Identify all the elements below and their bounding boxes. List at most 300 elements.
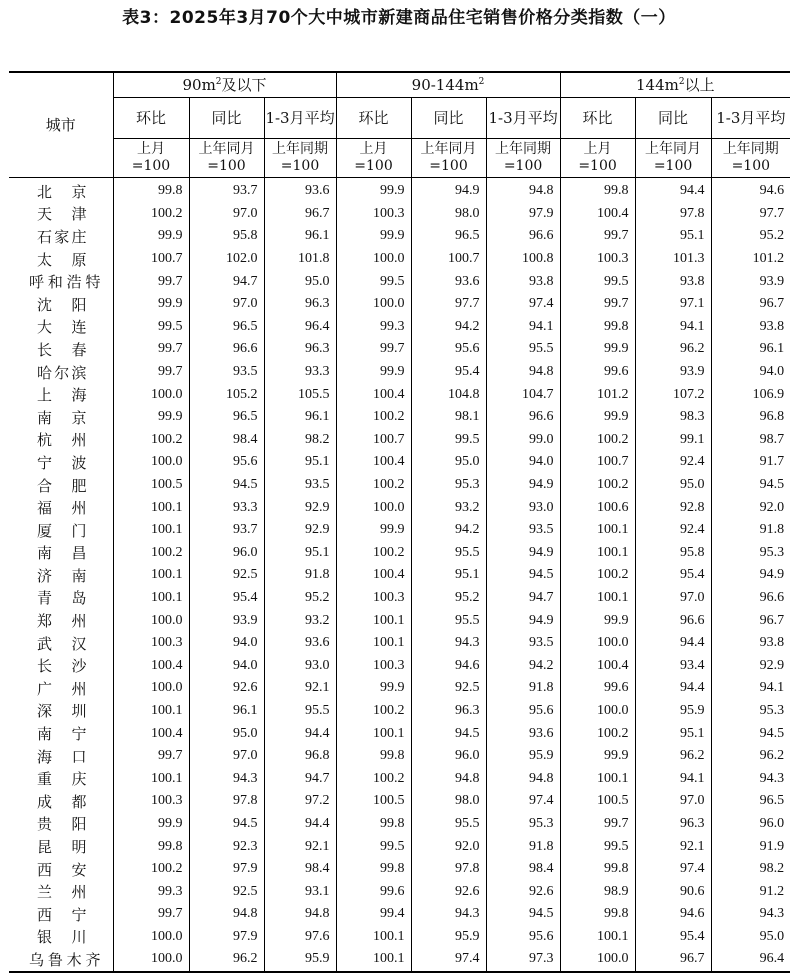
index-value-cell: 99.9	[336, 225, 411, 248]
index-value-cell: 96.6	[759, 589, 785, 605]
index-value-cell: 99.7	[560, 225, 635, 248]
index-value-cell: 97.0	[189, 293, 264, 316]
index-value-cell: 100.1	[560, 926, 635, 949]
index-value-cell: 91.9	[759, 838, 785, 854]
table-row	[9, 383, 790, 406]
base-line: 上年同月	[645, 141, 702, 157]
index-value-cell: 95.0	[759, 928, 785, 944]
kind-mom-header: 环比	[560, 98, 635, 139]
index-value-cell: 92.3	[189, 835, 264, 858]
base-line: 上年同期	[495, 141, 552, 157]
base-yoy-header	[635, 139, 711, 178]
index-value-cell: 99.7	[336, 338, 411, 361]
index-value-cell: 94.3	[411, 632, 486, 655]
table-row	[9, 338, 790, 361]
table-row	[9, 790, 790, 813]
city-name-cell: 福州	[9, 496, 113, 519]
index-value-cell: 97.9	[486, 203, 560, 226]
index-value-cell: 100.1	[560, 519, 635, 542]
city-name-cell: 深圳	[9, 700, 113, 723]
table-row	[9, 880, 790, 903]
index-value-cell: 100.2	[560, 722, 635, 745]
index-value-cell: 100.2	[336, 700, 411, 723]
group-header-large	[560, 72, 790, 98]
index-value-cell: 101.8	[264, 248, 336, 271]
index-value-cell: 94.9	[759, 567, 785, 583]
index-value-cell: 100.0	[560, 948, 635, 972]
index-value-cell: 99.9	[560, 338, 635, 361]
index-value-cell: 99.8	[560, 858, 635, 881]
base-line: 上年同期	[272, 141, 329, 157]
index-value-cell: 99.5	[336, 270, 411, 293]
index-value-cell: 96.8	[759, 409, 785, 425]
index-value-cell: 96.6	[486, 225, 560, 248]
base-yoy-header	[411, 139, 486, 178]
index-value-cell: 97.3	[486, 948, 560, 972]
index-value-cell: 94.8	[411, 767, 486, 790]
index-value-cell: 97.8	[189, 790, 264, 813]
index-value-cell: 100.7	[336, 429, 411, 452]
index-value-cell: 97.0	[189, 203, 264, 226]
index-value-cell: 99.5	[411, 429, 486, 452]
index-value-cell: 95.4	[635, 926, 711, 949]
index-value-cell: 99.8	[560, 316, 635, 339]
table-row	[9, 429, 790, 452]
index-value-cell: 95.2	[264, 587, 336, 610]
index-value-cell: 100.1	[336, 632, 411, 655]
index-value-cell: 99.9	[560, 406, 635, 429]
table-row	[9, 270, 790, 293]
index-value-cell: 93.6	[411, 270, 486, 293]
index-value-cell: 95.1	[264, 451, 336, 474]
table-row	[9, 361, 790, 384]
table-row	[9, 178, 790, 203]
city-column-header: 城市	[9, 72, 113, 178]
index-value-cell: 98.9	[560, 880, 635, 903]
table-row	[9, 542, 790, 565]
index-value-cell: 96.1	[759, 341, 785, 357]
index-value-cell: 100.6	[560, 496, 635, 519]
index-value-cell: 99.4	[336, 903, 411, 926]
index-value-cell: 98.2	[264, 429, 336, 452]
table-row	[9, 316, 790, 339]
index-value-cell: 93.8	[486, 270, 560, 293]
index-value-cell: 99.8	[336, 813, 411, 836]
base-line: 上月	[137, 141, 165, 157]
index-value-cell: 91.8	[486, 835, 560, 858]
index-value-cell: 96.0	[411, 745, 486, 768]
index-value-cell: 94.8	[486, 361, 560, 384]
index-value-cell: 93.9	[635, 361, 711, 384]
index-value-cell: 99.9	[336, 178, 411, 203]
index-value-cell: 98.7	[759, 431, 785, 447]
index-value-cell: 94.2	[411, 519, 486, 542]
index-value-cell: 94.2	[411, 316, 486, 339]
table-body	[9, 178, 790, 972]
index-value-cell: 95.5	[486, 338, 560, 361]
index-value-cell: 96.2	[635, 745, 711, 768]
index-value-cell: 95.1	[635, 225, 711, 248]
index-value-cell: 92.1	[635, 835, 711, 858]
index-value-cell: 99.5	[336, 835, 411, 858]
index-value-cell: 97.0	[189, 745, 264, 768]
index-value-cell: 99.6	[560, 677, 635, 700]
city-name-cell: 济南	[9, 564, 113, 587]
index-value-cell: 99.7	[113, 361, 189, 384]
index-value-cell: 94.2	[486, 654, 560, 677]
index-value-cell: 94.5	[759, 725, 785, 741]
index-value-cell: 100.0	[113, 948, 189, 972]
index-value-cell: 92.9	[264, 496, 336, 519]
kind-yoy-header: 同比	[411, 98, 486, 139]
index-value-cell: 100.1	[113, 564, 189, 587]
base-line: =100	[207, 158, 246, 174]
index-value-cell: 94.9	[486, 609, 560, 632]
index-value-cell: 95.2	[759, 228, 785, 244]
index-value-cell: 95.0	[635, 474, 711, 497]
city-name-cell: 郑州	[9, 609, 113, 632]
group-large-rest: 以上	[684, 76, 715, 94]
index-value-cell: 92.0	[759, 499, 785, 515]
index-value-cell: 104.8	[411, 383, 486, 406]
city-name-cell: 武汉	[9, 632, 113, 655]
index-value-cell: 94.6	[759, 183, 785, 199]
index-value-cell: 92.5	[189, 880, 264, 903]
index-value-cell: 96.8	[264, 745, 336, 768]
index-value-cell: 92.1	[264, 677, 336, 700]
city-name-cell: 贵阳	[9, 813, 113, 836]
index-value-cell: 100.3	[336, 587, 411, 610]
index-value-cell: 94.4	[635, 677, 711, 700]
index-value-cell: 94.1	[635, 767, 711, 790]
index-value-cell: 99.3	[336, 316, 411, 339]
index-value-cell: 94.9	[411, 178, 486, 203]
index-value-cell: 94.5	[189, 813, 264, 836]
index-value-cell: 99.3	[113, 880, 189, 903]
index-value-cell: 100.1	[336, 948, 411, 972]
index-value-cell: 100.0	[113, 609, 189, 632]
index-value-cell: 93.8	[759, 635, 785, 651]
index-value-cell: 100.3	[560, 248, 635, 271]
index-value-cell: 99.9	[336, 677, 411, 700]
index-value-cell: 93.7	[189, 519, 264, 542]
base-line: =100	[429, 158, 468, 174]
index-value-cell: 96.5	[189, 406, 264, 429]
index-value-cell: 94.4	[635, 178, 711, 203]
index-value-cell: 93.8	[759, 318, 785, 334]
index-value-cell: 93.3	[189, 496, 264, 519]
table-row	[9, 293, 790, 316]
kind-mom-header: 环比	[336, 98, 411, 139]
index-value-cell: 97.6	[264, 926, 336, 949]
index-value-cell: 100.2	[336, 542, 411, 565]
index-value-cell: 97.0	[635, 587, 711, 610]
group-header-medium	[336, 72, 560, 98]
index-value-cell: 99.0	[486, 429, 560, 452]
index-value-cell: 96.3	[264, 293, 336, 316]
index-value-cell: 100.2	[560, 474, 635, 497]
index-value-cell: 95.2	[411, 587, 486, 610]
table-row	[9, 813, 790, 836]
city-name-cell: 广州	[9, 677, 113, 700]
city-name-cell: 海口	[9, 745, 113, 768]
index-value-cell: 95.1	[411, 564, 486, 587]
index-value-cell: 100.2	[113, 858, 189, 881]
city-name-cell: 南宁	[9, 722, 113, 745]
city-name-cell: 昆明	[9, 835, 113, 858]
base-line: 上年同月	[198, 141, 255, 157]
city-name-cell: 杭州	[9, 429, 113, 452]
index-value-cell: 100.0	[336, 496, 411, 519]
kind-avg-header: 1-3月平均	[264, 98, 336, 139]
index-value-cell: 93.7	[189, 178, 264, 203]
index-value-cell: 96.1	[264, 225, 336, 248]
index-value-cell: 98.0	[411, 790, 486, 813]
city-name-cell: 兰州	[9, 880, 113, 903]
base-line: 上年同月	[420, 141, 477, 157]
index-value-cell: 92.1	[264, 835, 336, 858]
index-value-cell: 95.4	[189, 587, 264, 610]
index-value-cell: 99.7	[113, 903, 189, 926]
index-value-cell: 94.7	[189, 270, 264, 293]
index-value-cell: 96.1	[264, 406, 336, 429]
index-value-cell: 96.0	[759, 815, 785, 831]
index-value-cell: 100.0	[336, 293, 411, 316]
index-value-cell: 97.9	[189, 926, 264, 949]
index-value-cell: 97.8	[411, 858, 486, 881]
index-value-cell: 96.0	[189, 542, 264, 565]
index-value-cell: 94.1	[759, 680, 785, 696]
base-line: 上年同期	[722, 141, 779, 157]
index-value-cell: 100.5	[113, 474, 189, 497]
index-value-cell: 106.9	[752, 386, 785, 402]
index-value-cell: 100.0	[113, 677, 189, 700]
index-value-cell: 100.1	[336, 722, 411, 745]
city-name-cell: 南昌	[9, 542, 113, 565]
table-row	[9, 767, 790, 790]
index-value-cell: 94.4	[264, 813, 336, 836]
index-value-cell: 93.2	[264, 609, 336, 632]
index-value-cell: 95.3	[411, 474, 486, 497]
table-row	[9, 858, 790, 881]
index-value-cell: 99.8	[336, 745, 411, 768]
index-value-cell: 95.1	[264, 542, 336, 565]
index-value-cell: 93.8	[635, 270, 711, 293]
index-value-cell: 96.4	[759, 951, 785, 967]
index-value-cell: 96.5	[189, 316, 264, 339]
index-value-cell: 97.4	[486, 790, 560, 813]
index-value-cell: 94.5	[486, 903, 560, 926]
group-header-small	[113, 72, 336, 98]
index-value-cell: 100.1	[560, 587, 635, 610]
index-value-cell: 99.9	[336, 361, 411, 384]
index-value-cell: 95.8	[635, 542, 711, 565]
index-value-cell: 100.1	[336, 609, 411, 632]
index-value-cell: 100.4	[113, 654, 189, 677]
table-row	[9, 496, 790, 519]
index-value-cell: 105.2	[189, 383, 264, 406]
price-index-table	[9, 71, 790, 973]
index-value-cell: 95.9	[264, 948, 336, 972]
index-value-cell: 100.1	[113, 587, 189, 610]
index-value-cell: 97.0	[635, 790, 711, 813]
index-value-cell: 100.0	[560, 700, 635, 723]
group-large-main: 144m	[636, 76, 679, 94]
index-value-cell: 99.9	[560, 609, 635, 632]
base-line: 上月	[359, 141, 388, 157]
index-value-cell: 93.9	[189, 609, 264, 632]
table-row	[9, 203, 790, 226]
index-value-cell: 97.8	[635, 203, 711, 226]
index-value-cell: 100.1	[113, 700, 189, 723]
index-value-cell: 100.1	[113, 767, 189, 790]
index-value-cell: 97.2	[264, 790, 336, 813]
index-value-cell: 91.7	[759, 454, 785, 470]
group-large-sup: 2	[678, 77, 685, 87]
index-value-cell: 91.8	[264, 564, 336, 587]
index-value-cell: 94.4	[264, 722, 336, 745]
index-value-cell: 94.5	[411, 722, 486, 745]
index-value-cell: 91.2	[759, 883, 785, 899]
index-value-cell: 100.0	[113, 926, 189, 949]
index-value-cell: 100.1	[336, 926, 411, 949]
index-value-cell: 94.4	[635, 632, 711, 655]
index-value-cell: 99.9	[113, 406, 189, 429]
index-value-cell: 97.7	[759, 205, 785, 221]
index-value-cell: 100.2	[336, 406, 411, 429]
city-name-cell: 大连	[9, 316, 113, 339]
index-value-cell: 100.2	[113, 203, 189, 226]
index-value-cell: 95.5	[411, 542, 486, 565]
index-value-cell: 95.9	[411, 926, 486, 949]
index-value-cell: 92.0	[411, 835, 486, 858]
index-value-cell: 93.6	[486, 722, 560, 745]
index-value-cell: 95.0	[264, 270, 336, 293]
index-value-cell: 95.5	[411, 609, 486, 632]
city-name-cell: 青岛	[9, 587, 113, 610]
index-value-cell: 100.0	[113, 451, 189, 474]
index-value-cell: 105.5	[264, 383, 336, 406]
index-value-cell: 95.6	[486, 926, 560, 949]
index-value-cell: 96.1	[189, 700, 264, 723]
index-value-cell: 96.6	[635, 609, 711, 632]
index-value-cell: 93.5	[264, 474, 336, 497]
city-name-cell: 长春	[9, 338, 113, 361]
index-value-cell: 94.1	[635, 316, 711, 339]
city-name-cell: 石家庄	[9, 225, 113, 248]
base-avg-header	[486, 139, 560, 178]
index-value-cell: 93.3	[264, 361, 336, 384]
table-row	[9, 451, 790, 474]
index-value-cell: 98.4	[264, 858, 336, 881]
city-name-cell: 西安	[9, 858, 113, 881]
index-value-cell: 100.7	[113, 248, 189, 271]
index-value-cell: 94.8	[189, 903, 264, 926]
city-name-cell: 西宁	[9, 903, 113, 926]
index-value-cell: 92.8	[635, 496, 711, 519]
index-value-cell: 92.5	[411, 677, 486, 700]
index-value-cell: 99.7	[113, 270, 189, 293]
base-line: 上月	[583, 141, 612, 157]
index-value-cell: 100.0	[336, 248, 411, 271]
index-value-cell: 100.1	[113, 519, 189, 542]
index-value-cell: 100.2	[336, 767, 411, 790]
group-small-sup: 2	[215, 77, 222, 87]
index-value-cell: 101.2	[560, 383, 635, 406]
table-row	[9, 948, 790, 972]
index-value-cell: 98.0	[411, 203, 486, 226]
index-value-cell: 95.6	[189, 451, 264, 474]
index-value-cell: 100.8	[486, 248, 560, 271]
group-small-rest: 及以下	[221, 76, 267, 94]
city-name-cell: 北京	[9, 178, 113, 203]
index-value-cell: 94.5	[189, 474, 264, 497]
index-value-cell: 99.8	[336, 858, 411, 881]
base-mom-header	[336, 139, 411, 178]
index-value-cell: 94.0	[189, 654, 264, 677]
base-avg-header	[264, 139, 336, 178]
index-value-cell: 95.3	[486, 813, 560, 836]
table-row	[9, 835, 790, 858]
index-value-cell: 94.0	[189, 632, 264, 655]
index-value-cell: 100.4	[336, 564, 411, 587]
index-value-cell: 94.0	[759, 364, 785, 380]
group-medium-main: 90-144m	[411, 76, 479, 94]
city-name-cell: 银川	[9, 926, 113, 949]
index-value-cell: 100.2	[560, 564, 635, 587]
index-value-cell: 94.8	[486, 767, 560, 790]
index-value-cell: 93.4	[635, 654, 711, 677]
city-name-cell: 南京	[9, 406, 113, 429]
index-value-cell: 100.7	[411, 248, 486, 271]
index-value-cell: 99.1	[635, 429, 711, 452]
city-name-cell: 长沙	[9, 654, 113, 677]
base-line: =100	[354, 158, 393, 174]
index-value-cell: 97.7	[411, 293, 486, 316]
index-value-cell: 94.8	[486, 178, 560, 203]
index-value-cell: 100.3	[336, 654, 411, 677]
index-value-cell: 96.7	[759, 612, 785, 628]
index-value-cell: 99.9	[113, 293, 189, 316]
index-value-cell: 100.4	[560, 203, 635, 226]
index-value-cell: 96.6	[486, 406, 560, 429]
city-name-cell: 天津	[9, 203, 113, 226]
index-value-cell: 95.4	[635, 564, 711, 587]
index-value-cell: 95.0	[411, 451, 486, 474]
index-value-cell: 92.6	[486, 880, 560, 903]
index-value-cell: 99.6	[336, 880, 411, 903]
index-value-cell: 100.0	[560, 632, 635, 655]
index-value-cell: 97.9	[189, 858, 264, 881]
index-value-cell: 95.6	[411, 338, 486, 361]
index-value-cell: 96.2	[759, 748, 785, 764]
index-value-cell: 98.3	[635, 406, 711, 429]
city-name-cell: 沈阳	[9, 293, 113, 316]
index-value-cell: 99.8	[113, 178, 189, 203]
city-name-cell: 合肥	[9, 474, 113, 497]
index-value-cell: 99.5	[560, 835, 635, 858]
index-value-cell: 96.5	[759, 793, 785, 809]
index-value-cell: 93.0	[486, 496, 560, 519]
index-value-cell: 102.0	[189, 248, 264, 271]
index-value-cell: 96.7	[264, 203, 336, 226]
index-value-cell: 100.2	[113, 542, 189, 565]
index-value-cell: 93.1	[264, 880, 336, 903]
city-name-cell: 太原	[9, 248, 113, 271]
index-value-cell: 95.9	[635, 700, 711, 723]
index-value-cell: 94.1	[486, 316, 560, 339]
table-row	[9, 903, 790, 926]
